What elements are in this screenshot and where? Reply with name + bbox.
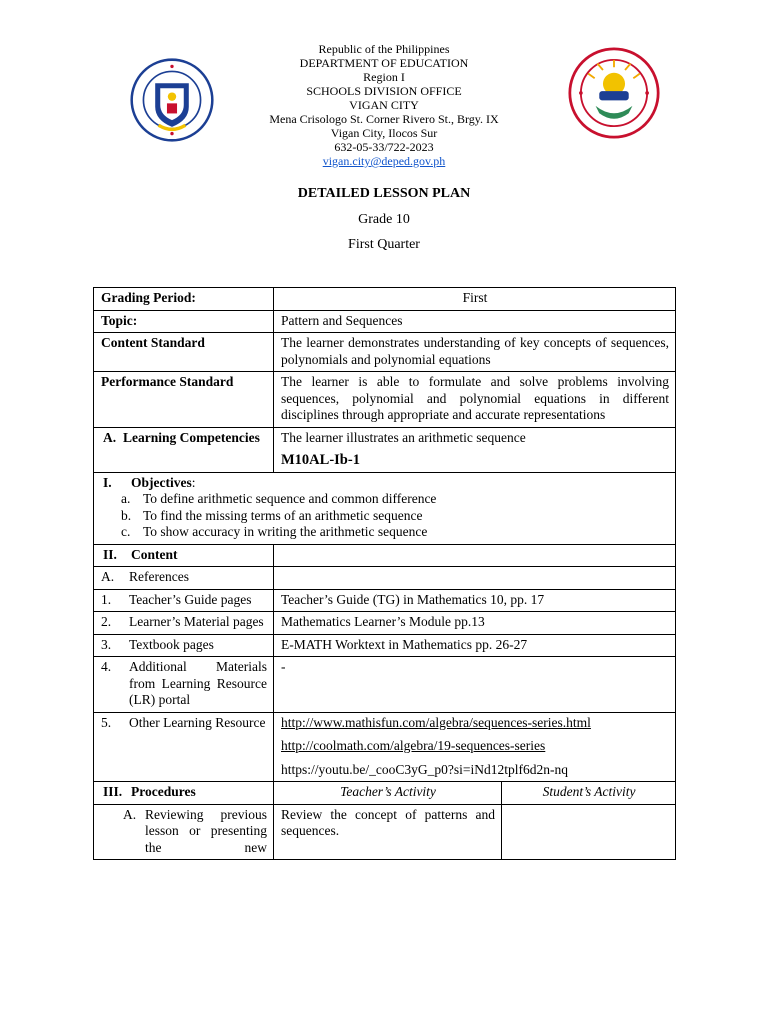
- procedures-cell: [94, 782, 274, 805]
- content-row: [94, 544, 676, 567]
- header-email-link[interactable]: vigan.city@deped.gov.ph: [322, 154, 446, 168]
- topic-value: Pattern and Sequences: [274, 310, 676, 333]
- grading-period-row: [94, 288, 676, 311]
- additional-materials-row: [94, 657, 676, 713]
- objective-item: [101, 508, 669, 525]
- header-department: DEPARTMENT OF EDUCATION: [299, 56, 469, 70]
- references-cell: [94, 567, 274, 590]
- procedures-label: Procedures: [131, 784, 196, 799]
- learning-competencies-cell: [94, 427, 274, 472]
- procedures-num: III.: [103, 784, 123, 799]
- references-num: A.: [101, 569, 115, 584]
- learners-material-cell: [94, 612, 274, 635]
- youtube-link[interactable]: https://youtu.be/_cooC3yG_p0?si=iNd12tplf6d2n-nq: [281, 761, 568, 777]
- content-standard-value: The learner demonstrates understanding of key concepts of sequences, polynomials and polynomial equations: [274, 333, 676, 372]
- header-region: Region I: [363, 70, 405, 84]
- textbook-label: Textbook pages: [129, 636, 214, 652]
- lesson-plan-table: [93, 287, 676, 860]
- objective-letter: b.: [121, 507, 132, 523]
- procedure-a-row: [94, 804, 676, 860]
- procedure-a-label: Reviewing previous lesson or presenting the new: [145, 806, 267, 855]
- objectives-num: I.: [103, 474, 112, 490]
- topic-row: [94, 310, 676, 333]
- learners-material-label: Learner’s Material pages: [129, 614, 264, 629]
- header-division: SCHOOLS DIVISION OFFICE: [306, 84, 462, 98]
- objective-letter: a.: [121, 491, 131, 506]
- learners-material-num: 2.: [101, 614, 112, 629]
- content-num: II.: [103, 546, 117, 562]
- teachers-guide-num: 1.: [101, 591, 112, 607]
- objective-text: To show accuracy in writing the arithmetic sequence: [143, 524, 428, 539]
- deped-seal-logo: [130, 58, 214, 142]
- references-row: [94, 567, 676, 590]
- header-street: Mena Crisologo St. Corner Rivero St., Brgy. IX: [269, 112, 499, 126]
- teachers-activity-header: Teacher’s Activity: [274, 782, 502, 805]
- other-resource-label: Other Learning Resource: [129, 714, 266, 730]
- header-phone: 632-05-33/722-2023: [334, 140, 434, 154]
- textbook-row: [94, 634, 676, 657]
- objectives-row: [94, 472, 676, 544]
- header-municipality: Vigan City, Ilocos Sur: [330, 126, 438, 140]
- textbook-cell: [94, 634, 274, 657]
- references-label: References: [129, 569, 189, 584]
- objective-text: To define arithmetic sequence and common difference: [143, 491, 437, 506]
- procedure-a-cell: [94, 804, 274, 860]
- learning-competencies-row: [94, 427, 676, 472]
- document-title: DETAILED LESSON PLAN: [297, 186, 471, 201]
- procedure-a-student: [502, 804, 676, 860]
- learning-competencies-num: A.: [103, 429, 117, 445]
- students-activity-header: Student’s Activity: [502, 782, 676, 805]
- additional-materials-label: Additional Materials from Learning Resource (LR) portal: [129, 659, 267, 707]
- teachers-guide-label: Teacher’s Guide pages: [129, 591, 252, 607]
- references-value-cell: [274, 567, 676, 590]
- learners-material-row: [94, 612, 676, 635]
- grade-level: Grade 10: [358, 212, 410, 227]
- content-cell: [94, 544, 274, 567]
- other-resource-cell: [94, 712, 274, 782]
- content-standard-row: [94, 333, 676, 372]
- coolmath-link[interactable]: http://coolmath.com/algebra/19-sequences-series: [281, 738, 546, 753]
- additional-materials-num: 4.: [101, 659, 112, 674]
- performance-standard-value: The learner is able to formulate and solve problems involving sequences, polynomial and polynomial equations in different disciplines through appropriate and accurate representations: [274, 372, 676, 428]
- teachers-guide-value: Teacher’s Guide (TG) in Mathematics 10, pp. 17: [274, 589, 676, 612]
- performance-standard-row: [94, 372, 676, 428]
- objectives-label: Objectives: [131, 474, 192, 490]
- other-resource-row: [94, 712, 676, 782]
- performance-standard-label: Performance Standard: [94, 372, 274, 428]
- content-standard-label: Content Standard: [94, 333, 274, 372]
- other-resource-num: 5.: [101, 714, 112, 730]
- grading-period-label: Grading Period:: [94, 288, 274, 311]
- textbook-num: 3.: [101, 636, 112, 652]
- textbook-value: E-MATH Worktext in Mathematics pp. 26-27: [274, 634, 676, 657]
- content-label: Content: [131, 546, 178, 562]
- objectives-colon: :: [191, 474, 196, 490]
- learning-competencies-label: Learning Competencies: [123, 429, 260, 445]
- quarter-label: First Quarter: [348, 237, 420, 252]
- learners-material-value: Mathematics Learner’s Module pp.13: [274, 612, 676, 635]
- objective-text: To find the missing terms of an arithmetic sequence: [143, 507, 423, 523]
- content-value-cell: [274, 544, 676, 567]
- teachers-guide-cell: [94, 589, 274, 612]
- topic-label: Topic:: [94, 310, 274, 333]
- mathisfun-link[interactable]: http://www.mathisfun.com/algebra/sequences-series.html: [281, 714, 591, 730]
- additional-materials-cell: [94, 657, 274, 713]
- procedures-row: [94, 782, 676, 805]
- objective-item: [101, 524, 669, 541]
- procedure-a-num: A.: [123, 806, 137, 822]
- objective-item: [101, 491, 669, 508]
- other-resource-links-cell: [274, 712, 676, 782]
- sdo-vigan-seal-logo: [568, 47, 660, 139]
- additional-materials-value: -: [274, 657, 676, 713]
- procedure-a-teacher: Review the concept of patterns and sequences.: [274, 804, 502, 860]
- objective-letter: c.: [121, 524, 131, 539]
- header-city: VIGAN CITY: [349, 98, 419, 112]
- teachers-guide-row: [94, 589, 676, 612]
- competency-code: M10AL-Ib-1: [281, 452, 360, 468]
- grading-period-value: First: [274, 288, 676, 311]
- objectives-cell: [94, 472, 676, 544]
- learning-competencies-value: The learner illustrates an arithmetic sequence: [281, 429, 526, 445]
- header-republic: Republic of the Philippines: [318, 42, 450, 56]
- learning-competencies-value-cell: [274, 427, 676, 472]
